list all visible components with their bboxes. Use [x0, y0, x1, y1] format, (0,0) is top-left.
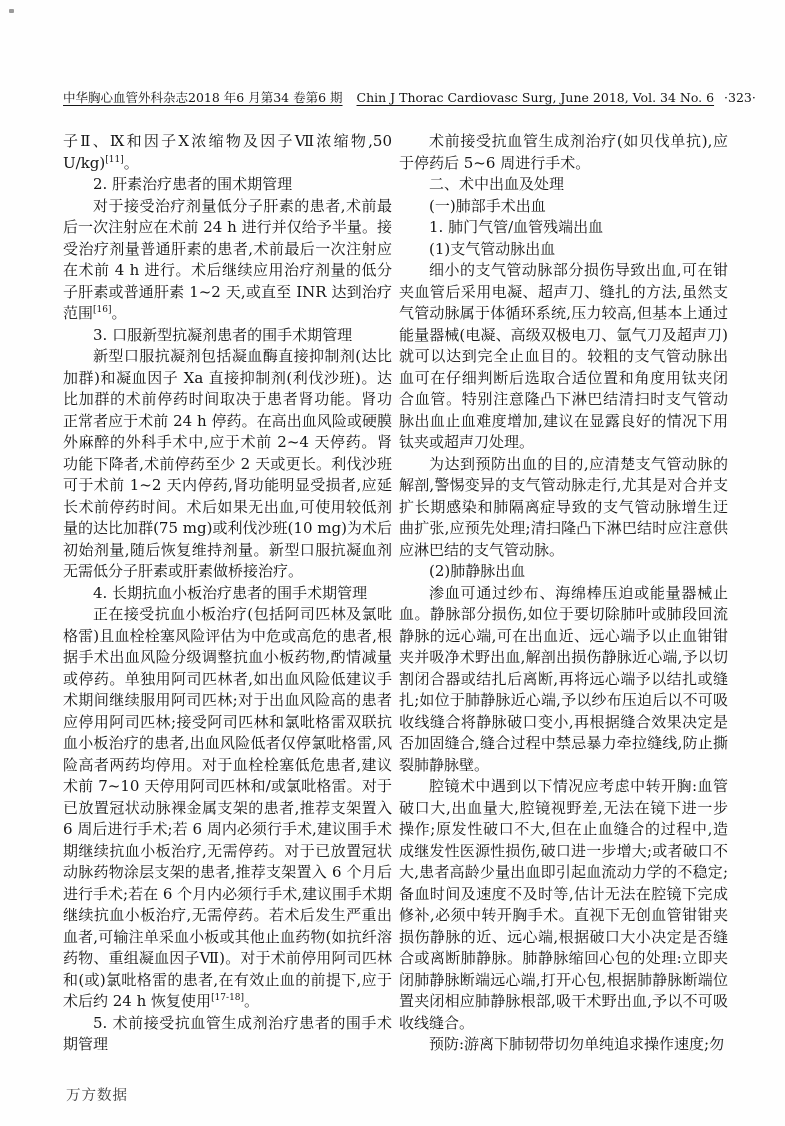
- reference-superscript: [16]: [93, 305, 112, 315]
- paragraph: 3. 口服新型抗凝剂患者的围手术期管理: [93, 325, 353, 344]
- paragraph: 对于接受治疗剂量低分子肝素的患者,术前最后一次注射应在术前 24 h 进行并仅给予半量。接受治疗剂量普通肝素的患者,术前最后一次注射应在术前 4 h 进行。术后继续应用治疗剂量的低分子肝素或普通肝素 1~2 天,或直至 INR 达到治疗范围[16]。: [63, 196, 392, 322]
- paragraph: 为达到预防出血的目的,应清楚支气管动脉的解剖,警惕变异的支气管动脉走行,尤其是对合并支扩长期感染和肺隔离症导致的支气管动脉增生迂曲扩张,应预先处理;清扫隆凸下淋巴结时应注意供应淋巴结的支气管动脉。: [399, 454, 728, 559]
- paragraph: 腔镜术中遇到以下情况应考虑中转开胸:血管破口大,出血量大,腔镜视野差,无法在镜下进一步操作;原发性破口不大,但在止血缝合的过程中,造成继发性医源性损伤,破口进一步增大;或者破口不大,患者高龄少量出血即引起血流动力学的不稳定;备血时间及速度不及时等,估计无法在腔镜下完成修补,必须中转开胸手术。直视下无创血管钳钳夹损伤静脉的近、远心端,根据破口大小决定是否缝合或离断肺静脉。肺静脉缩回心包的处理:立即夹闭肺静脉断端远心端,打开心包,根据肺静脉断端位置夹闭相应肺静脉根部,吸干术野出血,予以不可吸收线缝合。: [399, 777, 728, 1032]
- paragraph: 细小的支气管动脉部分损伤导致出血,可在钳夹血管后采用电凝、超声刀、缝扎的方法,虽然支气管动脉属于体循环系统,压力较高,但基本上通过能量器械(电凝、高级双极电刀、氩气刀及超声刀)就可以达到完全止血目的。较粗的支气管动脉出血可在仔细判断后选取合适位置和角度用钛夹闭合血管。特别注意隆凸下淋巴结清扫时支气管动脉出血止血难度增加,建议在显露良好的情况下用钛夹或超声刀处理。: [399, 261, 728, 451]
- reference-superscript: [11]: [105, 154, 124, 165]
- scan-artifact: [9, 9, 14, 13]
- paragraph: 2. 肝素治疗患者的围术期管理: [93, 175, 293, 193]
- paragraph: 新型口服抗凝剂包括凝血酶直接抑制剂(达比加群)和凝血因子 Xa 直接抑制剂(利伐沙班)。达比加群的术前停药时间取决于患者肾功能。肾功正常者应于术前 24 h 停药。在高出血风险或硬膜外麻醉的外科手术中,应于术前 2~4 天停药。肾功能下降者,术前停药至少 2 天或更长。利伐沙班可于术前 1~2 天内停药,肾功能明显受损者,应延长术前停药时间。术后如果无出血,可使用较低剂量的达比加群(75 mg)或利伐沙班(10 mg)为术后初始剂量,随后恢复维持剂量。新型口服抗凝血剂无需低分子肝素或肝素做桥接治疗。: [63, 347, 392, 580]
- paragraph: 子Ⅱ、Ⅸ和因子Ⅹ浓缩物及因子Ⅶ浓缩物,50 U/kg)[11]。: [63, 132, 392, 172]
- paragraph: 预防:游离下肺韧带切勿单纯追求操作速度;勿: [429, 1035, 725, 1053]
- paragraph: 二、术中出血及处理: [429, 175, 565, 193]
- reference-superscript: [17-18]: [211, 993, 245, 1003]
- journal-title-chinese: 中华胸心血管外科杂志2018 年6 月第34 卷第6 期: [63, 90, 343, 105]
- paragraph: (1)支气管动脉出血: [429, 239, 556, 258]
- left-text-column: [63, 131, 392, 1056]
- paragraph: 正在接受抗血小板治疗(包括阿司匹林及氯吡格雷)且血栓栓塞风险评估为中危或高危的患者,根据手术出血风险分级调整抗血小板药物,酌情减量或停药。单独用阿司匹林者,如出血风险低建议手术期间继续服用阿司匹林;对于出血风险高的患者应停用阿司匹林;接受阿司匹林和氯吡格雷双联抗血小板治疗的患者,出血风险低者仅停氯吡格雷,风险高者两药均停用。对于血栓栓塞低危患者,建议术前 7~10 天停用阿司匹林和/或氯吡格雷。对于已放置冠状动脉裸金属支架的患者,推荐支架置入 6 周后进行手术;若 6 周内必须行手术,建议围手术期继续抗血小板治疗,无需停药。对于已放置冠状动脉药物涂层支架的患者,推荐支架置入 6 个月后进行手术;若在 6 个月内必须行手术,建议围手术期继续抗血小板治疗,无需停药。若术后发生严重出血者,可输注单采血小板或其他止血药物(如抗纤溶药物、重组凝血因子Ⅶ)。对于术前停用阿司匹林和(或)氯吡格雷的患者,在有效止血的前提下,应于术后约 24 h 恢复使用[17-18]。: [63, 605, 392, 1010]
- paragraph: 5. 术前接受抗血管生成剂治疗患者的围手术期管理: [63, 1013, 392, 1053]
- running-head: [63, 88, 756, 106]
- page-number: ·323·: [724, 90, 756, 105]
- paragraph: (2)肺静脉出血: [429, 562, 526, 580]
- paragraph: 1. 肺门气管/血管残端出血: [429, 218, 604, 236]
- paragraph: 术前接受抗血管生成剂治疗(如贝伐单抗),应于停药后 5~6 周进行手术。: [399, 132, 728, 172]
- paragraph: 4. 长期抗血小板治疗患者的围手术期管理: [93, 583, 368, 602]
- paragraph: 渗血可通过纱布、海绵棒压迫或能量器械止血。静脉部分损伤,如位于要切除肺叶或肺段回流静脉的远心端,可在出血近、远心端予以止血钳钳夹并吸净术野出血,解剖出损伤静脉近心端,予以切割闭合器或结扎后离断,再将远心端予以结扎或缝扎;如位于肺静脉近心端,予以纱布压迫后以不可吸收线缝合将静脉破口变小,再根据缝合效果决定是否加固缝合,缝合过程中禁忌暴力牵拉缝线,防止撕裂肺静脉壁。: [399, 583, 728, 774]
- right-text-column: [399, 131, 728, 1056]
- paragraph: (一)肺部手术出血: [429, 196, 546, 215]
- journal-title-english: Chin J Thorac Cardiovasc Surg, June 2018, Vol. 34 No. 6: [356, 90, 715, 105]
- wanfang-watermark: 万方数据: [66, 1088, 128, 1104]
